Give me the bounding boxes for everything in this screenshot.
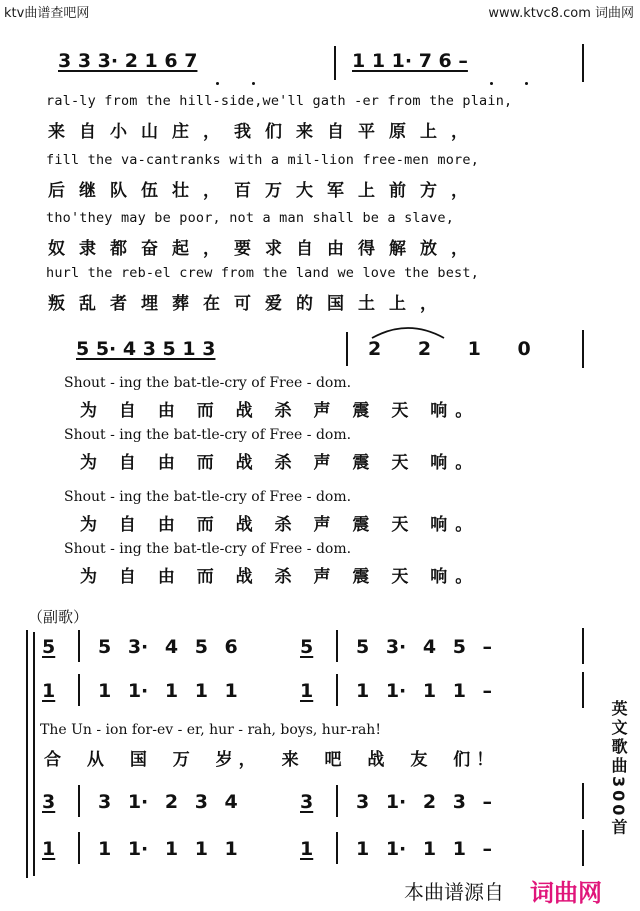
verse-lyric-zh-1: 来自小山庄，我们来自平原上， [48, 122, 482, 142]
watermark-right: www.ktvc8.com 词曲网 [488, 6, 634, 21]
system-bracket [26, 630, 28, 878]
refrain-staff2-pickup: 1 [42, 680, 56, 702]
chorus-zh-4: 为 自 由 而 战 杀 声 震 天 响。 [80, 567, 481, 587]
barline [582, 44, 584, 82]
barline [336, 630, 338, 662]
refrain-lyric-zh: 合 从 国 万 岁， 来 吧 战 友 们！ [44, 750, 500, 770]
refrain-staff3-m1-end: 3 [300, 791, 314, 813]
barline [78, 630, 80, 662]
verse-lyric-zh-4: 叛乱者埋葬在可爱的国土上， [48, 294, 451, 314]
refrain-staff4-pickup: 1 [42, 838, 56, 860]
low-octave-dot [252, 82, 255, 85]
notes-row1-a: 3 3 3· 2 1 6 7 [58, 50, 198, 72]
low-octave-dot [525, 82, 528, 85]
barline [582, 330, 584, 368]
refrain-label: （副歌） [28, 608, 89, 626]
barline [582, 672, 584, 708]
refrain-lyric-en: The Un - ion for-ev - er, hur - rah, boys, hur-rah! [40, 722, 381, 738]
refrain-staff1-m2: 5 3· 4 5 – [356, 636, 493, 658]
low-octave-dot [216, 82, 219, 85]
refrain-staff3-m1: 3 1· 2 3 4 [98, 791, 238, 813]
verse-lyric-en-4: hurl the reb-el crew from the land we love the best, [46, 265, 480, 281]
refrain-staff2-m1-end: 1 [300, 680, 314, 702]
refrain-staff1-m1: 5 3· 4 5 6 [98, 636, 238, 658]
watermark-left: ktv曲谱查吧网 [4, 6, 90, 21]
low-octave-dot [490, 82, 493, 85]
system-line [33, 632, 35, 876]
refrain-staff1-pickup: 5 [42, 636, 56, 658]
chorus-zh-1: 为 自 由 而 战 杀 声 震 天 响。 [80, 401, 481, 421]
chorus-en-1: Shout - ing the bat-tle-cry of Free - dom. [64, 375, 352, 391]
chorus-en-4: Shout - ing the bat-tle-cry of Free - dom. [64, 541, 352, 557]
verse-lyric-zh-2: 后继队伍壮，百万大军上前方， [48, 181, 482, 201]
refrain-staff4-m1: 1 1· 1 1 1 [98, 838, 238, 860]
book-title-vertical: 英文歌曲300首 [609, 700, 628, 838]
barline [78, 832, 80, 864]
notes-row2-b: 2 2 1 0 [368, 338, 531, 360]
refrain-staff2-m2: 1 1· 1 1 – [356, 680, 493, 702]
barline [336, 674, 338, 706]
chorus-zh-3: 为 自 由 而 战 杀 声 震 天 响。 [80, 515, 481, 535]
verse-lyric-en-2: fill the va-cantranks with a mil-lion free-men more, [46, 152, 480, 168]
notes-row1-b: 1 1 1· 7 6 – [352, 50, 468, 72]
barline [582, 830, 584, 866]
barline [336, 785, 338, 817]
refrain-staff1-m1-end: 5 [300, 636, 314, 658]
chorus-en-2: Shout - ing the bat-tle-cry of Free - dom. [64, 427, 352, 443]
notes-row2-a: 5 5· 4 3 5 1 3 [76, 338, 216, 360]
refrain-staff4-m2: 1 1· 1 1 – [356, 838, 493, 860]
barline [334, 46, 336, 80]
refrain-staff2-m1: 1 1· 1 1 1 [98, 680, 238, 702]
footer-source-label: 本曲谱源自 [404, 880, 504, 904]
verse-lyric-zh-3: 奴隶都奋起，要求自由得解放， [48, 239, 482, 259]
chorus-zh-2: 为 自 由 而 战 杀 声 震 天 响。 [80, 453, 481, 473]
barline [582, 783, 584, 819]
footer-site-logo: 词曲网 [530, 879, 602, 907]
barline [78, 674, 80, 706]
verse-lyric-en-3: tho'they may be poor, not a man shall be a slave, [46, 210, 455, 226]
barline [346, 332, 348, 366]
barline [78, 785, 80, 817]
refrain-staff3-m2: 3 1· 2 3 – [356, 791, 493, 813]
chorus-en-3: Shout - ing the bat-tle-cry of Free - dom. [64, 489, 352, 505]
refrain-staff3-pickup: 3 [42, 791, 56, 813]
verse-lyric-en-1: ral-ly from the hill-side,we'll gath -er from the plain, [46, 93, 513, 109]
refrain-staff4-m1-end: 1 [300, 838, 314, 860]
barline [336, 832, 338, 864]
barline [582, 628, 584, 664]
